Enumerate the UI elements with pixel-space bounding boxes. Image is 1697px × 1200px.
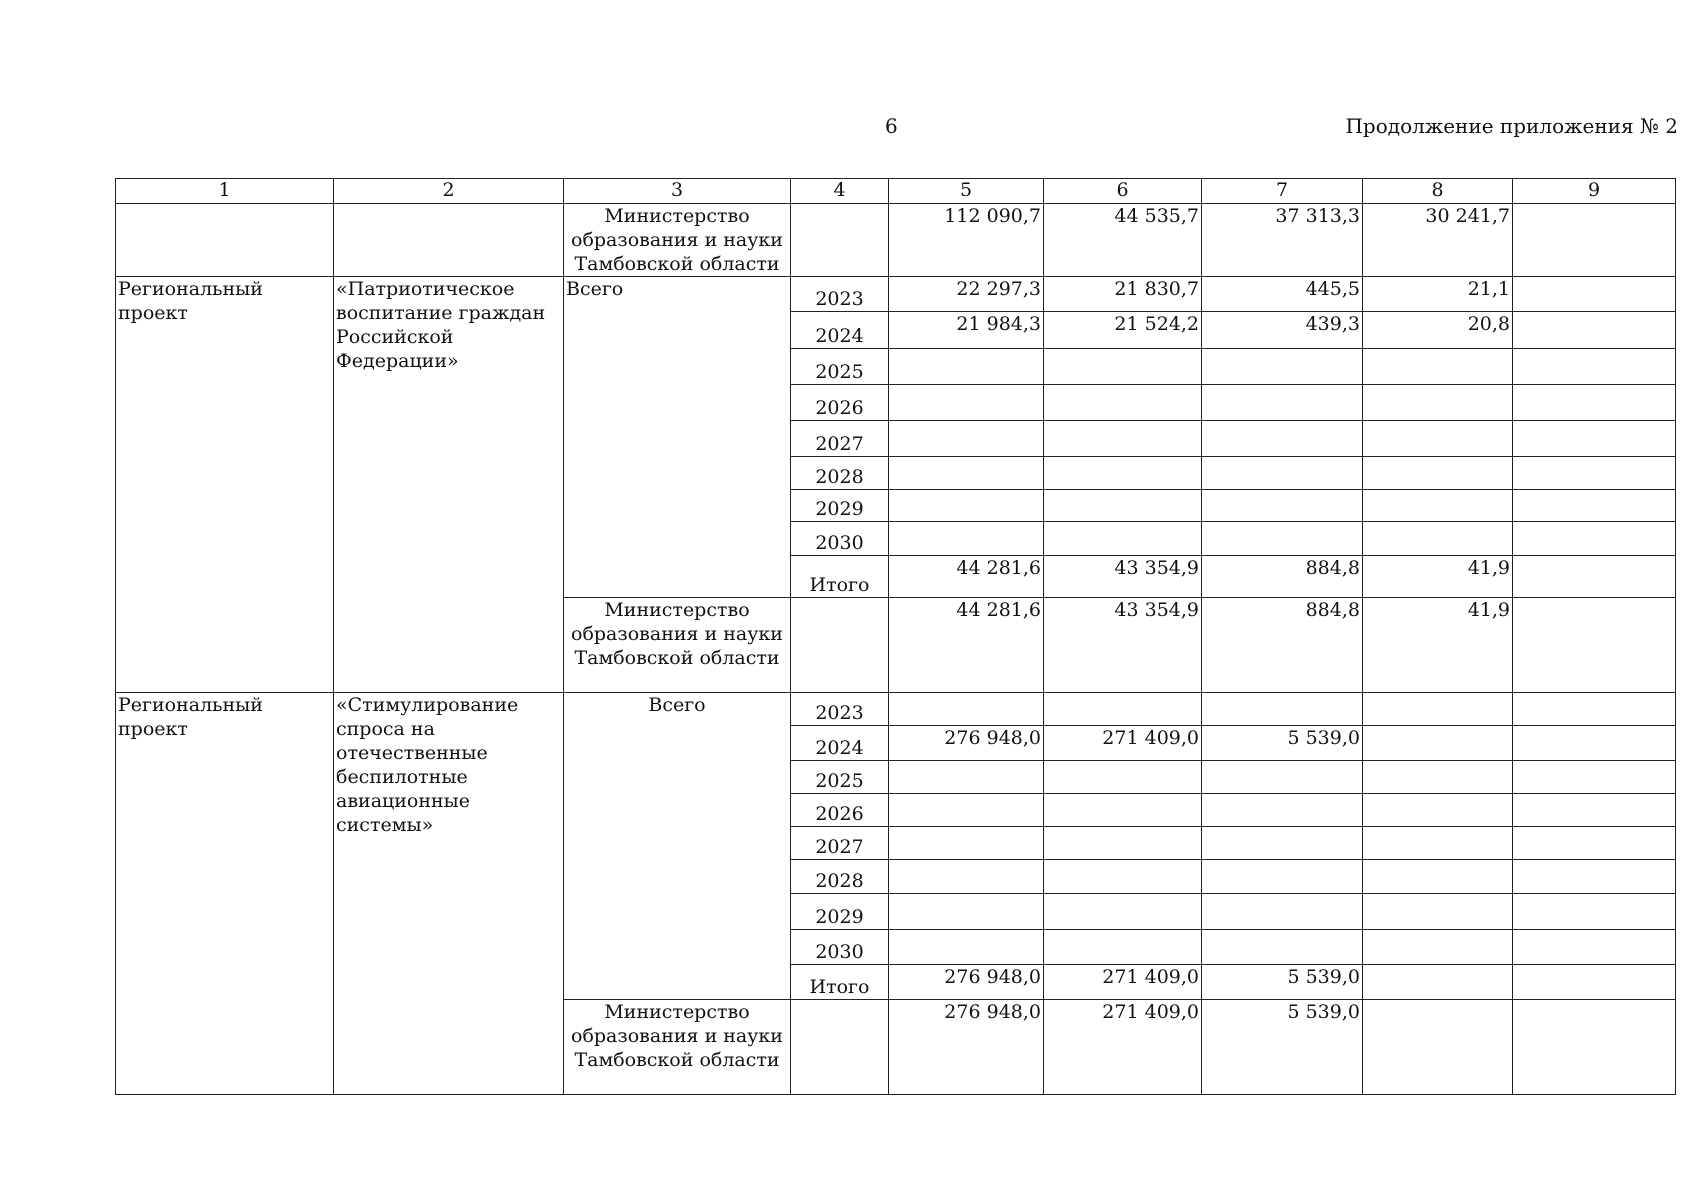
empty-cell [1513,930,1676,965]
value-cell [1363,522,1513,556]
year-row [116,277,1676,312]
value-cell [1363,930,1513,965]
value-cell: 884,8 [1202,598,1363,693]
value-cell [1363,693,1513,726]
total-label: Всего [564,693,791,1000]
value-cell [1202,930,1363,965]
year-cell: 2028 [791,860,889,894]
value-cell [1363,385,1513,421]
project-type: Региональный проект [116,693,334,1095]
value-cell [1202,894,1363,930]
col-header: 4 [791,179,889,204]
appendix-title: Продолжение приложения № 2 [1345,114,1678,138]
value-cell: 445,5 [1202,277,1363,312]
value-cell [1363,794,1513,827]
col-header: 5 [889,179,1044,204]
year-cell: 2024 [791,312,889,349]
value-cell [1044,761,1202,794]
value-cell: 21 524,2 [1044,312,1202,349]
value-cell [1202,457,1363,490]
value-cell: 112 090,7 [889,204,1044,277]
value-cell [1202,761,1363,794]
executor-label: Министерство образования и науки Тамбовской области [564,598,791,693]
executor-label: Министерство образования и науки Тамбовской области [564,204,791,277]
value-cell [889,490,1044,522]
value-cell [889,349,1044,385]
empty-cell [1513,1000,1676,1095]
value-cell [1202,827,1363,860]
year-cell: 2030 [791,522,889,556]
itogo-label: Итого [791,556,889,598]
value-cell: 44 535,7 [1044,204,1202,277]
value-cell [1363,457,1513,490]
empty-cell [791,598,889,693]
value-cell [1044,522,1202,556]
value-cell [889,693,1044,726]
value-cell [889,794,1044,827]
year-cell: 2024 [791,726,889,761]
col-header: 6 [1044,179,1202,204]
value-cell [889,930,1044,965]
year-cell: 2030 [791,930,889,965]
value-cell: 44 281,6 [889,598,1044,693]
year-row [116,693,1676,726]
year-cell: 2027 [791,421,889,457]
value-cell [1363,726,1513,761]
year-cell: 2025 [791,349,889,385]
year-cell: 2023 [791,693,889,726]
value-cell: 276 948,0 [889,965,1044,1000]
col-header: 1 [116,179,334,204]
column-number-row [116,179,1676,204]
value-cell: 41,9 [1363,598,1513,693]
year-cell: 2023 [791,277,889,312]
value-cell: 271 409,0 [1044,726,1202,761]
value-cell [1044,894,1202,930]
value-cell [1202,490,1363,522]
value-cell [889,894,1044,930]
empty-cell [1513,522,1676,556]
executor-row [116,204,1676,277]
value-cell: 41,9 [1363,556,1513,598]
empty-cell [1513,598,1676,693]
empty-cell [1513,457,1676,490]
value-cell: 43 354,9 [1044,556,1202,598]
value-cell: 44 281,6 [889,556,1044,598]
col-header: 9 [1513,179,1676,204]
year-cell: 2025 [791,761,889,794]
project-name: «Патриотическое воспитание граждан Российской Федерации» [334,277,564,693]
col-header: 8 [1363,179,1513,204]
value-cell: 884,8 [1202,556,1363,598]
empty-cell [791,1000,889,1095]
empty-cell [1513,204,1676,277]
value-cell [889,457,1044,490]
value-cell [1044,794,1202,827]
project-type: Региональный проект [116,277,334,693]
empty-cell [1513,349,1676,385]
value-cell [1363,349,1513,385]
empty-cell [1513,860,1676,894]
value-cell [1363,761,1513,794]
itogo-label: Итого [791,965,889,1000]
value-cell [889,421,1044,457]
empty-cell [1513,761,1676,794]
value-cell: 276 948,0 [889,726,1044,761]
value-cell: 271 409,0 [1044,1000,1202,1095]
value-cell: 37 313,3 [1202,204,1363,277]
value-cell: 5 539,0 [1202,726,1363,761]
value-cell [1202,385,1363,421]
executor-label: Министерство образования и науки Тамбовской области [564,1000,791,1095]
value-cell [1044,827,1202,860]
year-cell: 2027 [791,827,889,860]
value-cell [1363,1000,1513,1095]
value-cell [889,860,1044,894]
empty-cell [116,204,334,277]
value-cell [1202,421,1363,457]
empty-cell [1513,693,1676,726]
empty-cell [334,204,564,277]
value-cell [889,761,1044,794]
value-cell: 271 409,0 [1044,965,1202,1000]
col-header: 7 [1202,179,1363,204]
value-cell [1363,827,1513,860]
empty-cell [1513,556,1676,598]
empty-cell [1513,894,1676,930]
empty-cell [1513,827,1676,860]
value-cell [1363,965,1513,1000]
value-cell [1363,894,1513,930]
empty-cell [1513,421,1676,457]
year-cell: 2026 [791,794,889,827]
col-header: 2 [334,179,564,204]
value-cell [1044,490,1202,522]
value-cell: 21,1 [1363,277,1513,312]
empty-cell [1513,794,1676,827]
value-cell [1202,693,1363,726]
value-cell: 5 539,0 [1202,1000,1363,1095]
empty-cell [1513,726,1676,761]
project-name: «Стимулирование спроса на отечественные беспилотные авиационные системы» [334,693,564,1095]
year-cell: 2029 [791,894,889,930]
value-cell: 21 984,3 [889,312,1044,349]
value-cell [1044,860,1202,894]
page-number: 6 [885,114,898,138]
year-cell: 2026 [791,385,889,421]
value-cell [889,827,1044,860]
year-cell: 2028 [791,457,889,490]
value-cell [1044,457,1202,490]
value-cell [1044,693,1202,726]
empty-cell [1513,385,1676,421]
value-cell: 20,8 [1363,312,1513,349]
value-cell [1202,522,1363,556]
value-cell [1044,421,1202,457]
value-cell: 439,3 [1202,312,1363,349]
empty-cell [1513,490,1676,522]
empty-cell [791,204,889,277]
value-cell: 30 241,7 [1363,204,1513,277]
value-cell [1363,490,1513,522]
empty-cell [1513,312,1676,349]
value-cell [889,385,1044,421]
value-cell [1202,349,1363,385]
value-cell [1363,421,1513,457]
value-cell [1044,385,1202,421]
value-cell [1202,860,1363,894]
value-cell [1044,349,1202,385]
budget-table [115,178,1676,1095]
year-cell: 2029 [791,490,889,522]
value-cell [1363,860,1513,894]
value-cell [1202,794,1363,827]
value-cell: 5 539,0 [1202,965,1363,1000]
total-label: Всего [564,277,791,598]
col-header: 3 [564,179,791,204]
empty-cell [1513,277,1676,312]
value-cell: 21 830,7 [1044,277,1202,312]
value-cell: 276 948,0 [889,1000,1044,1095]
value-cell: 22 297,3 [889,277,1044,312]
value-cell: 43 354,9 [1044,598,1202,693]
empty-cell [1513,965,1676,1000]
value-cell [889,522,1044,556]
value-cell [1044,930,1202,965]
